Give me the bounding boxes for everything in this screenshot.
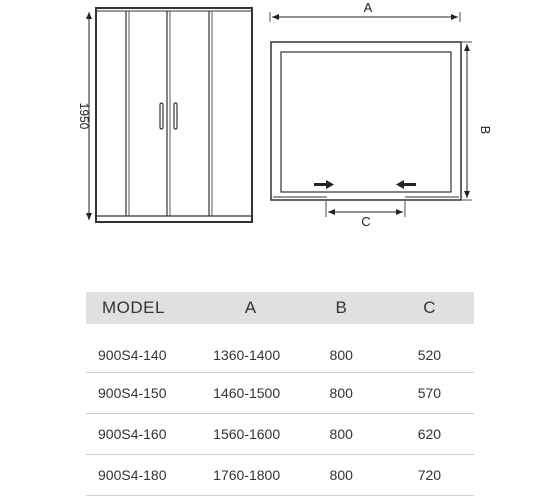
cell-c: 720 bbox=[417, 467, 442, 483]
opening-label: C bbox=[361, 214, 371, 229]
cell-model: 900S4-150 bbox=[98, 385, 167, 401]
enclosure-outer bbox=[271, 42, 461, 200]
cell-b: 800 bbox=[329, 385, 353, 401]
row-divider bbox=[86, 495, 474, 496]
table-row bbox=[86, 324, 474, 372]
cell-c: 520 bbox=[417, 347, 442, 363]
door-handle bbox=[174, 103, 177, 129]
header-c: C bbox=[385, 292, 474, 324]
front-view bbox=[77, 8, 252, 222]
header-a: A bbox=[203, 292, 297, 324]
cell-model: 900S4-140 bbox=[98, 347, 167, 363]
header-model: MODEL bbox=[86, 292, 203, 324]
cell-a: 1460-1500 bbox=[213, 385, 281, 401]
cell-b: 800 bbox=[329, 347, 353, 363]
depth-label: B bbox=[478, 125, 493, 135]
table-row bbox=[86, 414, 474, 455]
height-label: 1950 bbox=[77, 102, 91, 130]
slide-arrow-right bbox=[314, 180, 334, 189]
cell-b: 800 bbox=[329, 467, 353, 483]
slide-arrow-left bbox=[396, 180, 416, 189]
width-label: A bbox=[363, 0, 373, 15]
spec-table bbox=[86, 292, 474, 496]
cell-model: 900S4-160 bbox=[98, 426, 167, 442]
cell-a: 1360-1400 bbox=[213, 347, 281, 363]
cell-b: 800 bbox=[329, 426, 353, 442]
cell-model: 900S4-180 bbox=[98, 467, 167, 483]
cell-c: 570 bbox=[417, 385, 442, 401]
table-row bbox=[86, 373, 474, 414]
enclosure-inner bbox=[281, 52, 451, 192]
header-b: B bbox=[298, 292, 385, 324]
table-header-row bbox=[86, 292, 474, 324]
table-row bbox=[86, 455, 474, 496]
cell-a: 1760-1800 bbox=[213, 467, 281, 483]
cell-a: 1560-1600 bbox=[213, 426, 281, 442]
cell-c: 620 bbox=[417, 426, 442, 442]
plan-view bbox=[270, 0, 493, 229]
door-handle bbox=[160, 103, 163, 129]
